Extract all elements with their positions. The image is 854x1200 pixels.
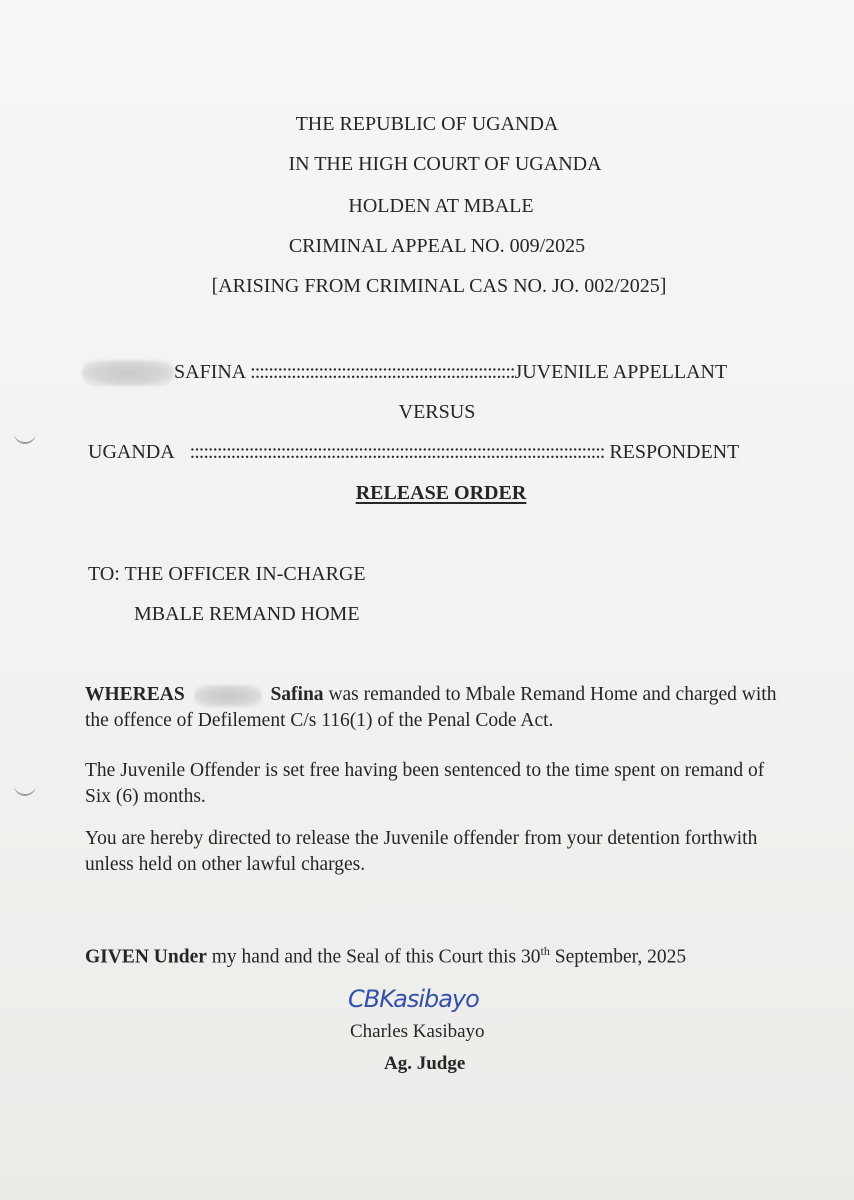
offender-name: Safina bbox=[270, 684, 324, 705]
respondent-name: UGANDA bbox=[88, 441, 175, 463]
handwritten-signature: CBKasibayo bbox=[348, 985, 479, 1013]
header-holden: HOLDEN AT MBALE bbox=[348, 195, 534, 217]
header-court: IN THE HIGH COURT OF UGANDA bbox=[288, 153, 602, 175]
sentence-paragraph: The Juvenile Offender is set free having been sentenced to the time spent on remand of Six (6) months. bbox=[85, 760, 765, 807]
appellant-name: SAFINA bbox=[174, 361, 246, 383]
versus-label: VERSUS bbox=[398, 401, 476, 423]
redacted-name bbox=[82, 360, 174, 386]
given-under-keyword: GIVEN Under bbox=[85, 946, 207, 968]
whereas-paragraph bbox=[85, 682, 785, 734]
given-date: September, 2025 bbox=[549, 946, 687, 968]
appellant-role: JUVENILE APPELLANT bbox=[514, 361, 728, 383]
date-ordinal-suffix: th bbox=[540, 944, 550, 958]
punch-hole-mark bbox=[14, 784, 36, 796]
given-under-text: my hand and the Seal of this Court this 30 bbox=[206, 946, 541, 968]
respondent-line bbox=[88, 440, 739, 464]
appellant-line bbox=[82, 360, 727, 386]
whereas-text: was remanded to Mbale Remand Home and charged with the offence of Defilement C/s 116(1) of the Penal Code Act. bbox=[85, 684, 777, 731]
directive-paragraph: You are hereby directed to release the Juvenile offender from your detention forthwith unless held on other lawful charges. bbox=[85, 828, 758, 875]
addressee-to: TO: THE OFFICER IN-CHARGE bbox=[88, 563, 366, 585]
header-republic: THE REPUBLIC OF UGANDA bbox=[295, 113, 559, 135]
header-arising-from: [ARISING FROM CRIMINAL CAS NO. JO. 002/2025] bbox=[211, 275, 667, 297]
appellant-dots: :::::::::::::::::::::::::::::::::::::::::::::::::::::::::: bbox=[250, 361, 515, 383]
judge-title: Ag. Judge bbox=[384, 1053, 466, 1074]
respondent-role: RESPONDENT bbox=[609, 441, 740, 463]
punch-hole-mark bbox=[14, 432, 36, 444]
given-under-line bbox=[85, 938, 805, 971]
header-appeal-number: CRIMINAL APPEAL NO. 009/2025 bbox=[288, 235, 586, 257]
respondent-dots: ::::::::::::::::::::::::::::::::::::::::::::::::::::::::::::::::::::::::::::::::::::::::::: bbox=[189, 441, 605, 463]
judge-name: Charles Kasibayo bbox=[350, 1021, 485, 1042]
order-title: RELEASE ORDER bbox=[355, 482, 527, 504]
redacted-name bbox=[194, 685, 262, 707]
whereas-keyword: WHEREAS bbox=[85, 684, 185, 705]
addressee-place: MBALE REMAND HOME bbox=[134, 603, 360, 625]
